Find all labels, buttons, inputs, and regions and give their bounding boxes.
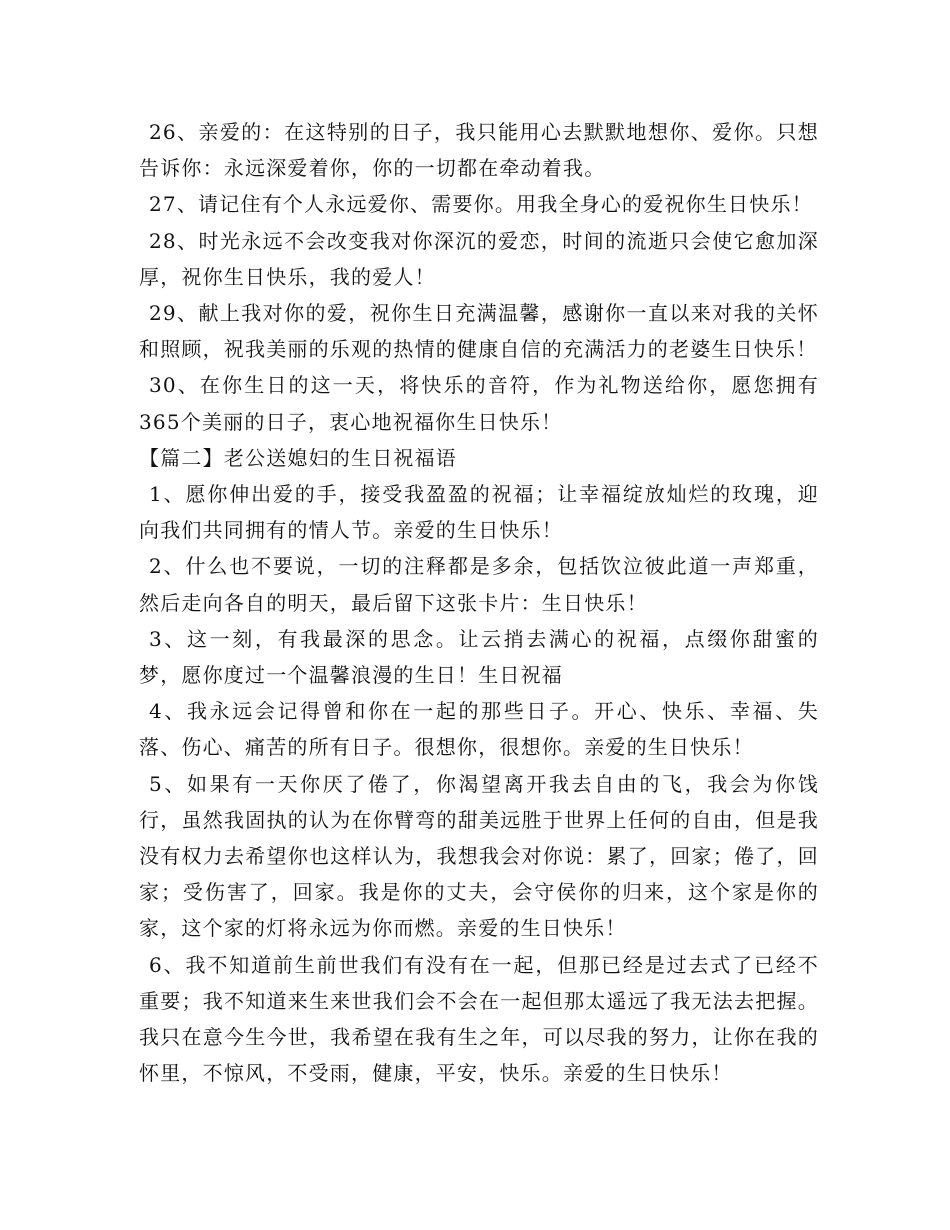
paragraph-27: 27、请记住有个人永远爱你、需要你。用我全身心的爱祝你生日快乐！ [149, 192, 813, 217]
paragraph-2: 2、什么也不要说，一切的注释都是多余，包括饮泣彼此道一声郑重，然后走向各自的明天，最后留下这张卡片：生日快乐！ [139, 554, 819, 615]
paragraph-28: 28、时光永远不会改变我对你深沉的爱恋，时间的流逝只会使它愈加深厚，祝你生日快乐，我的爱人！ [139, 228, 819, 289]
section-heading: 【篇二】老公送媳妇的生日祝福语 [139, 445, 457, 470]
paragraph-4: 4、我永远会记得曾和你在一起的那些日子。开心、快乐、幸福、失落、伤心、痛苦的所有日子。很想你，很想你。亲爱的生日快乐！ [139, 699, 819, 760]
paragraph-5: 5、如果有一天你厌了倦了，你渴望离开我去自由的飞，我会为你饯行，虽然我固执的认为在你臂弯的甜美远胜于世界上任何的自由，但是我没有权力去希望你也这样认为，我想我会对你说：累了，回家；倦了，回家；受伤害了，回家。我是你的丈夫，会守侯你的归来，这个家是你的家，这个家的灯将永远为你而燃。亲爱的生日快乐！ [139, 771, 819, 941]
paragraph-30: 30、在你生日的这一天，将快乐的音符，作为礼物送给你，愿您拥有365个美丽的日子，衷心地祝福你生日快乐！ [139, 373, 819, 434]
paragraph-26: 26、亲爱的：在这特别的日子，我只能用心去默默地想你、爱你。只想告诉你：永远深爱着你，你的一切都在牵动着我。 [139, 120, 819, 181]
paragraph-6: 6、我不知道前生前世我们有没有在一起，但那已经是过去式了已经不重要；我不知道来生来世我们会不会在一起但那太遥远了我无法去把握。我只在意今生今世，我希望在我有生之年，可以尽我的努力，让你在我的怀里，不惊风，不受雨，健康，平安，快乐。亲爱的生日快乐！ [139, 952, 819, 1086]
paragraph-3: 3、这一刻，有我最深的思念。让云捎去满心的祝福，点缀你甜蜜的梦，愿你度过一个温馨浪漫的生日！生日祝福 [139, 626, 819, 688]
paragraph-1: 1、愿你伸出爱的手，接受我盈盈的祝福；让幸福绽放灿烂的玫瑰，迎向我们共同拥有的情人节。亲爱的生日快乐！ [139, 482, 819, 543]
paragraph-29: 29、献上我对你的爱，祝你生日充满温馨，感谢你一直以来对我的关怀和照顾，祝我美丽的乐观的热情的健康自信的充满活力的老婆生日快乐！ [139, 301, 819, 362]
document-body [139, 114, 819, 1091]
